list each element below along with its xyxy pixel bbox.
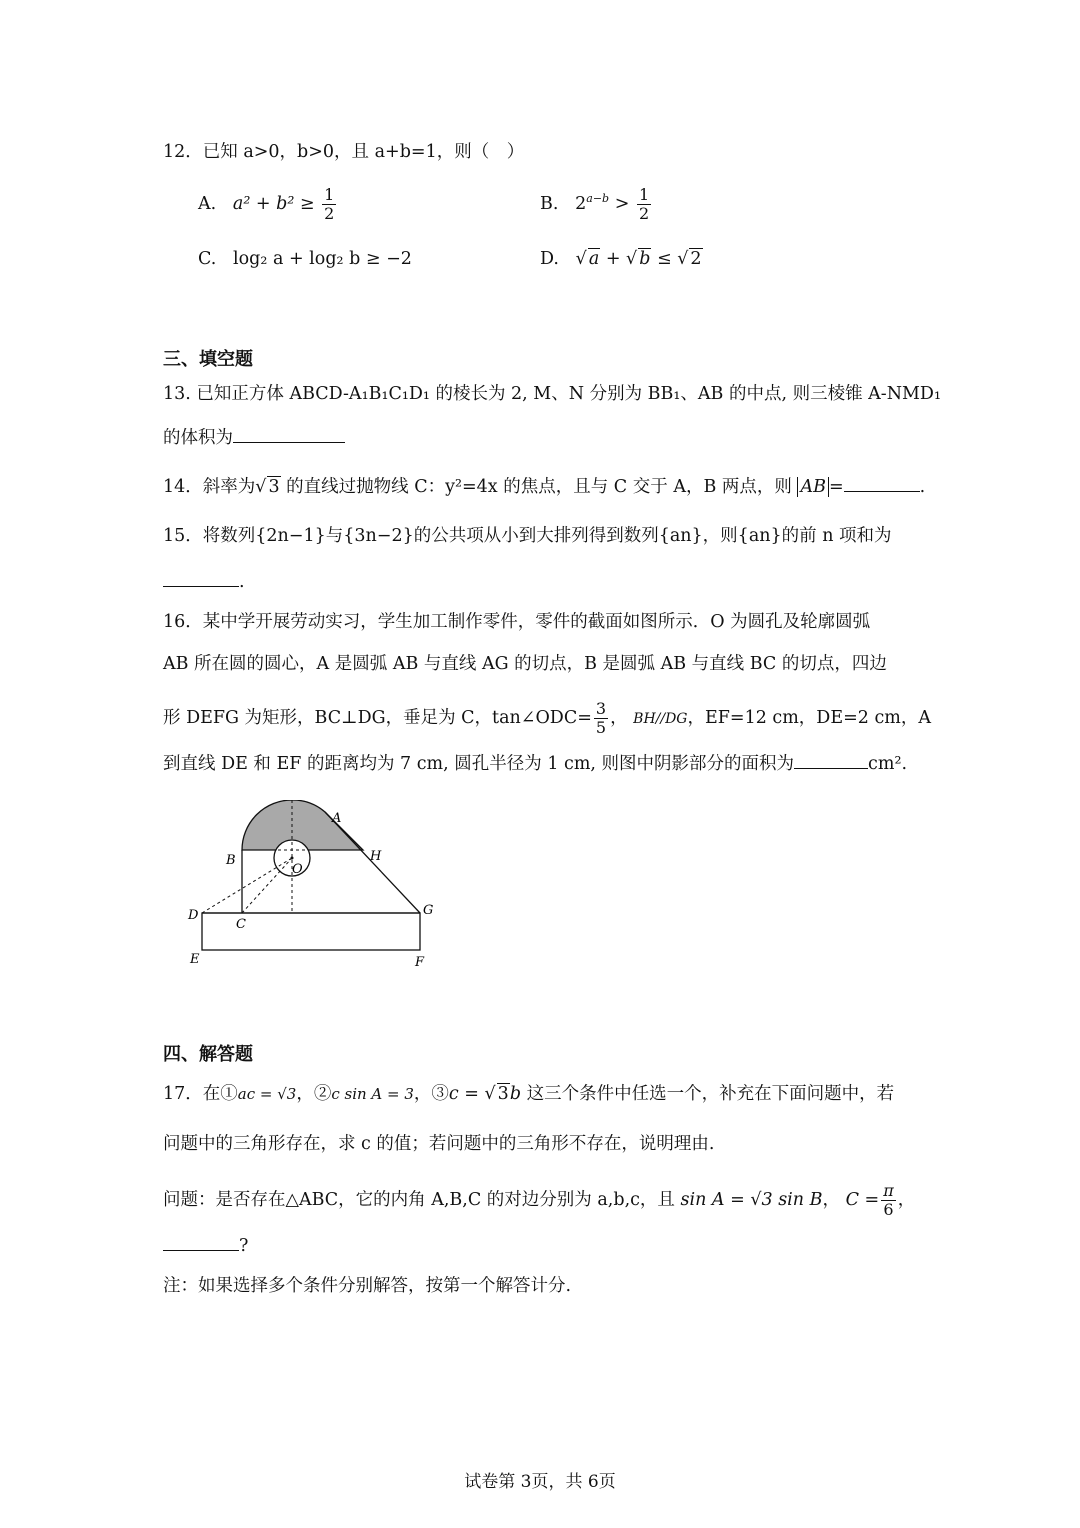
- q14-answer-blank[interactable]: [844, 473, 920, 492]
- q17-condition-3-sqrt: 3: [497, 1084, 509, 1104]
- q12-option-a-label: A.: [198, 194, 217, 214]
- q17-line-3-b: ，: [822, 1190, 840, 1210]
- q17-line-1-d: 这三个条件中任选一个，补充在下面问题中，若: [521, 1084, 895, 1104]
- q14-line: 14．斜率为√ 3 的直线过抛物线 C：y²=4x 的焦点，且与 C 交于 A，B 两点，则 AB = .: [163, 473, 925, 499]
- q13-answer-blank[interactable]: [233, 424, 345, 443]
- q17-line-1-b: ，②: [296, 1084, 332, 1104]
- q16-line-2: AB 所在圆的圆心，A 是圆弧 AB 与直线 AG 的切点，B 是圆弧 AB 与直线 BC 的切点，四边: [163, 654, 887, 674]
- q12-option-b-label: B.: [540, 194, 559, 214]
- label-b: B: [226, 853, 236, 868]
- q17-sine-relation: sin A = √3 sin B: [680, 1190, 823, 1210]
- q14-pre: 14．斜率为: [163, 477, 256, 497]
- q12-option-d-sqrt-2: 2: [690, 249, 702, 269]
- q17-line-3: [163, 1182, 915, 1219]
- q12-option-b-fraction: $\frac{1}{2}$: [638, 185, 650, 223]
- q13-line-2: [163, 424, 345, 450]
- q16-line-3: [163, 700, 931, 737]
- q16-figure: [180, 800, 450, 980]
- section-3-title: 三、填空题: [163, 349, 253, 370]
- center-point-o: [291, 857, 294, 860]
- label-e: E: [190, 952, 200, 967]
- q15-line-1: 15．将数列{2n−1}与{3n−2}的公共项从小到大排列得到数列{an}，则{an}的前 n 项和为: [163, 526, 892, 546]
- q17-line-1-c: ，③: [413, 1084, 449, 1104]
- q12-option-a-expr: a² + b² ≥: [232, 194, 315, 214]
- q17-line-1-a: 17．在①: [163, 1084, 238, 1104]
- label-a: A: [332, 811, 342, 826]
- label-g: G: [423, 903, 434, 918]
- q12-option-b-relation: >: [614, 194, 630, 214]
- q17-condition-2: c sin A = 3: [331, 1085, 414, 1103]
- q17-note: 注：如果选择多个条件分别解答，按第一个解答计分.: [163, 1276, 572, 1296]
- q15-line-2: [163, 568, 245, 594]
- shaded-region: [242, 800, 363, 850]
- q14-sqrt: 3: [268, 477, 280, 497]
- label-c: C: [236, 917, 246, 932]
- q17-line-3-a: 问题：是否存在△ABC，它的内角 A,B,C 的对边分别为 a,b,c，且: [163, 1190, 675, 1210]
- q12-option-d: D. √ a + √ b ≤ √ 2: [540, 249, 702, 269]
- rectangle-defg: [202, 913, 420, 950]
- q12-option-c: [198, 247, 412, 271]
- q16-line-3-b: ，: [610, 708, 628, 728]
- q12-option-b: [540, 186, 653, 223]
- q12-option-b-base: 2: [575, 194, 587, 214]
- q12-option-b-exponent: a−b: [586, 192, 610, 206]
- section-4-title: 四、解答题: [163, 1044, 253, 1065]
- q14-eq: =: [828, 477, 844, 497]
- label-f: F: [415, 955, 425, 970]
- q12-option-d-sqrt-a: a: [588, 249, 600, 269]
- q17-line-4: [163, 1232, 248, 1258]
- q16-line-3-a: 形 DEFG 为矩形，BC⊥DG，垂足为 C，tan∠ODC=: [163, 708, 592, 728]
- q13-text: 的体积为: [163, 428, 233, 448]
- q16-answer-blank[interactable]: [794, 750, 868, 769]
- q13-line-1: 13. 已知正方体 ABCD-A₁B₁C₁D₁ 的棱长为 2, M、N 分别为 BB₁、AB 的中点, 则三棱锥 A-NMD₁: [163, 384, 941, 404]
- q14-abs-ab: AB: [797, 477, 829, 497]
- q12-option-a-fraction: $\frac{1}{2}$: [324, 185, 335, 223]
- q17-question-mark: ?: [239, 1236, 249, 1256]
- q12-option-c-expr: log₂ a + log₂ b ≥ −2: [233, 249, 412, 269]
- q17-condition-1: ac = √3: [237, 1085, 297, 1103]
- q12-stem: 12．已知 a>0，b>0，且 a+b=1，则（ ）: [163, 142, 525, 162]
- q17-line-2: 问题中的三角形存在，求 c 的值；若问题中的三角形不存在，说明理由.: [163, 1134, 715, 1154]
- page-footer: 试卷第 3页，共 6页: [464, 1472, 616, 1492]
- q12-option-d-relation: ≤: [657, 249, 672, 269]
- q17-condition-3-a: c =: [448, 1084, 485, 1104]
- q14-mid: 的直线过抛物线 C：y²=4x 的焦点，且与 C 交于 A，B 两点，则: [286, 477, 792, 497]
- q15-end: .: [239, 572, 245, 592]
- q12-option-d-sqrt-b: b: [639, 249, 651, 269]
- q17-angle-c: C =: [845, 1190, 880, 1210]
- q16-parallel: BH//DG: [633, 711, 688, 727]
- q17-line-3-end: ，: [897, 1190, 916, 1210]
- q16-line-3-d: ，EF=12 cm，DE=2 cm，A: [687, 708, 932, 728]
- q17-condition-3-b: b: [509, 1084, 522, 1104]
- q14-end: .: [919, 477, 926, 497]
- q16-tan-fraction: $\frac{3}{5}$: [595, 699, 607, 737]
- q16-line-1: 16．某中学开展劳动实习，学生加工制作零件，零件的截面如图所示．O 为圆孔及轮廓圆弧: [163, 612, 871, 632]
- q15-answer-blank[interactable]: [163, 568, 239, 587]
- q16-unit: cm².: [868, 754, 908, 774]
- q16-line-4-text: 到直线 DE 和 EF 的距离均为 7 cm, 圆孔半径为 1 cm, 则图中阴影部分的面积为: [163, 754, 795, 774]
- q17-line-1: 17．在①ac = √3，②c sin A = 3，③c = √ 3b 这三个条件中任选一个，补充在下面问题中，若: [163, 1084, 895, 1104]
- label-d: D: [188, 908, 199, 923]
- label-o: O: [292, 862, 303, 877]
- q12-option-a: [198, 186, 338, 223]
- label-h: H: [370, 849, 382, 864]
- q12-option-c-label: C.: [198, 249, 217, 269]
- q17-answer-blank[interactable]: [163, 1232, 239, 1251]
- q16-line-4: [163, 750, 907, 776]
- q12-option-d-label: D.: [540, 249, 559, 269]
- q17-pi-fraction: $\frac{\pi}{6}$: [883, 1181, 894, 1219]
